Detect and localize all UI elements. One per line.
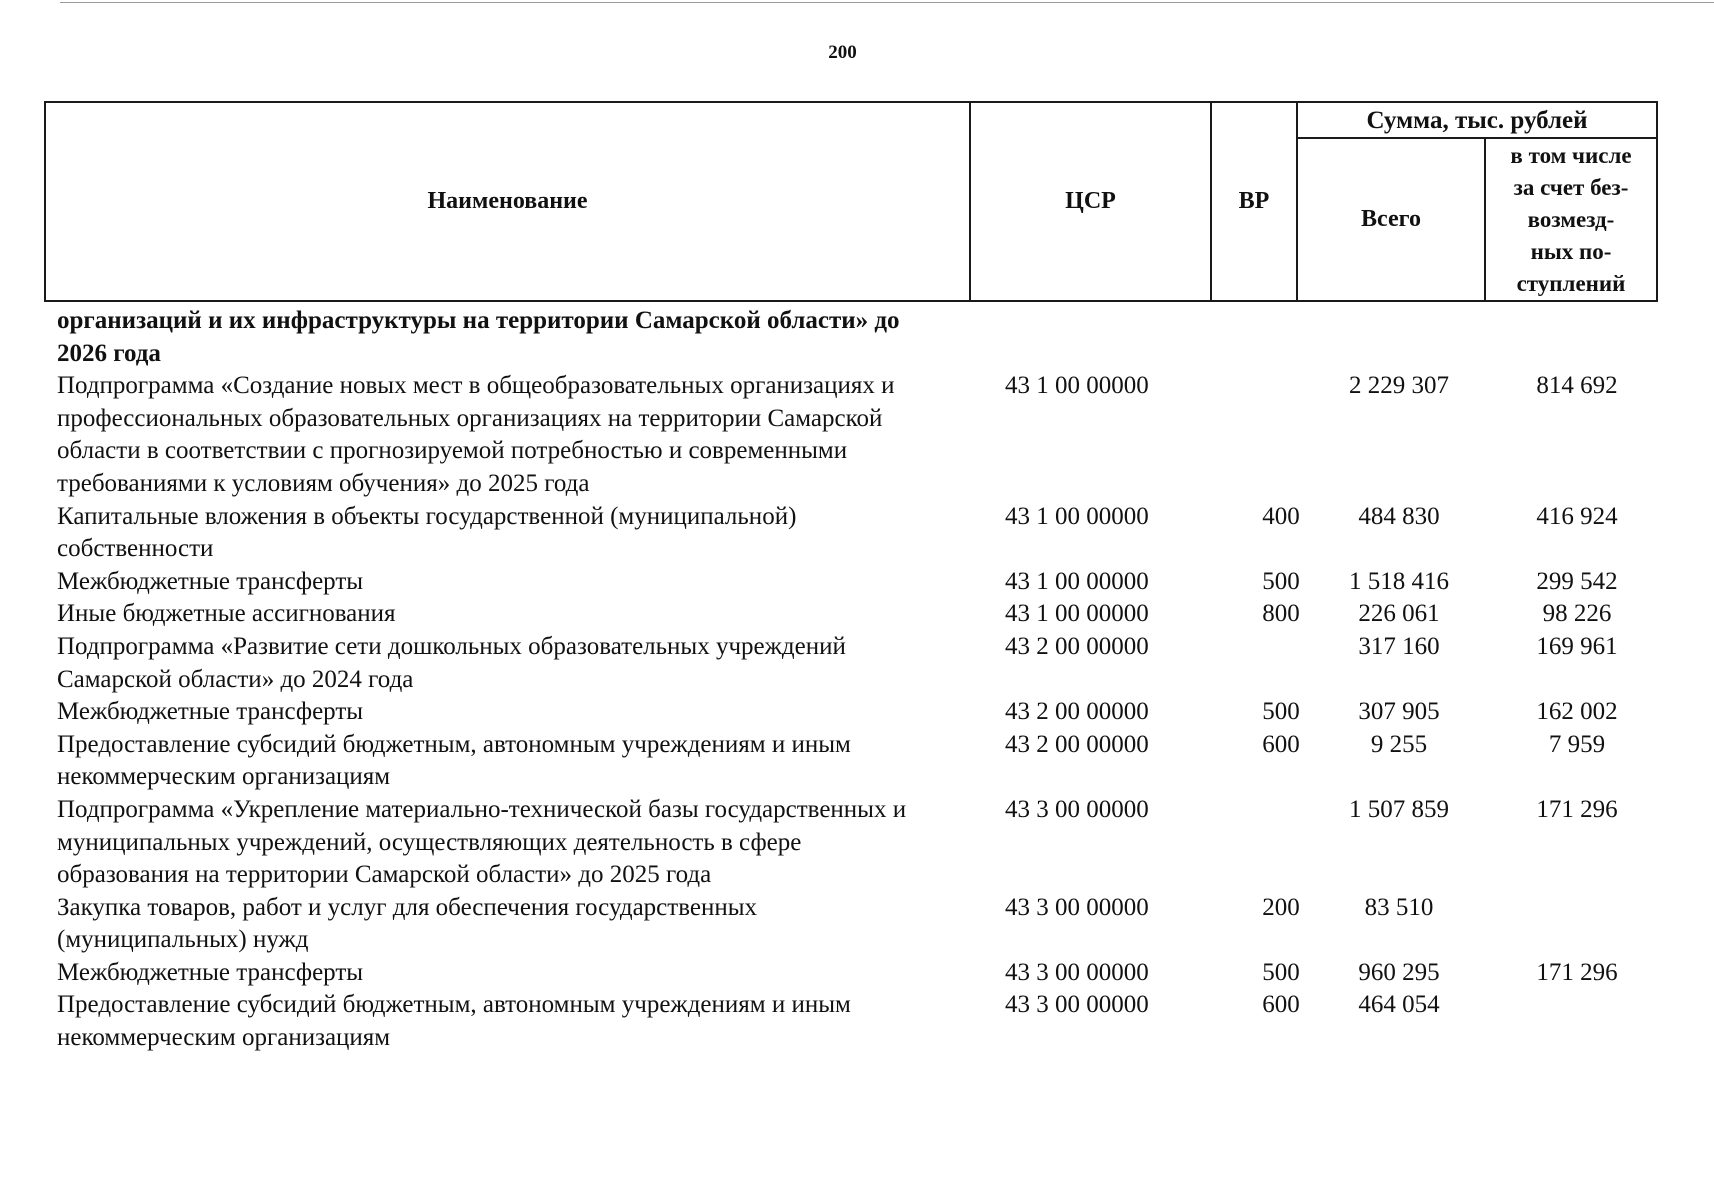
header-vr: ВР [1211, 102, 1297, 301]
row-csr: 43 2 00 00000 [1005, 730, 1149, 758]
table-row [57, 989, 1657, 1054]
top-rule [60, 2, 1714, 3]
row-free-receipts: 169 961 [1536, 632, 1618, 660]
row-vr: 600 [1262, 730, 1300, 758]
row-vr: 600 [1262, 991, 1300, 1019]
row-name: организаций и их инфраструктуры на территории Самарской области» до 2026 года [57, 307, 900, 367]
row-total: 9 255 [1370, 730, 1428, 758]
row-free-receipts: 171 296 [1536, 958, 1618, 986]
row-vr: 400 [1262, 502, 1300, 530]
row-vr: 800 [1262, 600, 1300, 628]
table-row [57, 892, 1657, 957]
header-total: Всего [1297, 138, 1485, 301]
table-row [57, 566, 1657, 599]
header-csr: ЦСР [970, 102, 1211, 301]
row-total: 83 510 [1364, 893, 1434, 921]
row-csr: 43 3 00 00000 [1005, 893, 1149, 921]
table-row [57, 631, 1657, 696]
row-free-receipts: 98 226 [1542, 600, 1612, 628]
header-incl-line: ных по- [1530, 238, 1612, 264]
row-total: 464 054 [1358, 991, 1440, 1019]
header-sum-title: Сумма, тыс. рублей [1297, 102, 1657, 138]
row-free-receipts: 299 542 [1536, 567, 1618, 595]
row-total: 2 229 307 [1349, 372, 1449, 400]
table-row [57, 794, 1657, 892]
row-name: Межбюджетные трансферты [57, 698, 364, 726]
page-number: 200 [828, 42, 857, 63]
row-name: Межбюджетные трансферты [57, 958, 364, 986]
table-row [57, 501, 1657, 566]
row-csr: 43 3 00 00000 [1005, 991, 1149, 1019]
row-csr: 43 1 00 00000 [1005, 600, 1149, 628]
row-csr: 43 1 00 00000 [1005, 567, 1149, 595]
row-total: 1 518 416 [1349, 567, 1449, 595]
row-name: Капитальные вложения в объекты государственной (муниципальной) собственности [57, 502, 797, 563]
row-total: 317 160 [1358, 632, 1440, 660]
table-row [57, 729, 1657, 794]
row-free-receipts: 171 296 [1536, 795, 1618, 823]
row-csr: 43 1 00 00000 [1005, 502, 1149, 530]
row-name: Иные бюджетные ассигнования [57, 600, 396, 628]
row-name: Подпрограмма «Укрепление материально-технической базы государственных и муниципальных учреждений, осуществляющих деятельность в сфере образования на территории Самарской области» до 2025 года [57, 795, 907, 889]
table-row [57, 957, 1657, 990]
table-header [44, 101, 1658, 302]
row-free-receipts: 416 924 [1536, 502, 1618, 530]
row-name: Подпрограмма «Создание новых мест в общеобразовательных организациях и профессиональных образовательных организациях на территории Самарской области в соответствии с прогнозируемой потребностью и современными требованиями к условиям обучения» до 2025 года [57, 372, 895, 497]
row-name: Закупка товаров, работ и услуг для обеспечения государственных (муниципальных) нужд [57, 893, 758, 954]
row-total: 484 830 [1358, 502, 1440, 530]
row-free-receipts: 7 959 [1548, 730, 1606, 758]
row-vr: 500 [1262, 567, 1300, 595]
table-row [57, 696, 1657, 729]
row-csr: 43 3 00 00000 [1005, 958, 1149, 986]
row-total: 307 905 [1358, 698, 1440, 726]
header-incl-line: за счет без- [1513, 174, 1629, 200]
row-csr: 43 2 00 00000 [1005, 632, 1149, 660]
header-incl-line: возмезд- [1527, 206, 1615, 232]
table-body [57, 305, 1657, 1055]
table-row [57, 370, 1657, 500]
row-vr: 500 [1262, 958, 1300, 986]
row-total: 960 295 [1358, 958, 1440, 986]
row-name: Предоставление субсидий бюджетным, автономным учреждениям и иным некоммерческим организациям [57, 730, 851, 791]
row-total: 1 507 859 [1349, 795, 1449, 823]
row-csr: 43 1 00 00000 [1005, 372, 1149, 400]
row-name: Подпрограмма «Развитие сети дошкольных образовательных учреждений Самарской области» до 2024 года [57, 632, 846, 693]
row-free-receipts: 814 692 [1536, 372, 1618, 400]
row-vr: 200 [1262, 893, 1300, 921]
row-vr: 500 [1262, 698, 1300, 726]
table-row [57, 598, 1657, 631]
row-free-receipts: 162 002 [1536, 698, 1618, 726]
row-name: Предоставление субсидий бюджетным, автономным учреждениям и иным некоммерческим организациям [57, 991, 851, 1052]
row-csr: 43 3 00 00000 [1005, 795, 1149, 823]
header-name: Наименование [45, 102, 970, 301]
row-name: Межбюджетные трансферты [57, 567, 364, 595]
header-incl-line: ступлений [1516, 270, 1626, 296]
header-incl-line: в том числе [1510, 142, 1632, 168]
header-including-free-receipts [1485, 138, 1657, 301]
table-row [57, 305, 1657, 370]
row-csr: 43 2 00 00000 [1005, 698, 1149, 726]
row-total: 226 061 [1358, 600, 1440, 628]
